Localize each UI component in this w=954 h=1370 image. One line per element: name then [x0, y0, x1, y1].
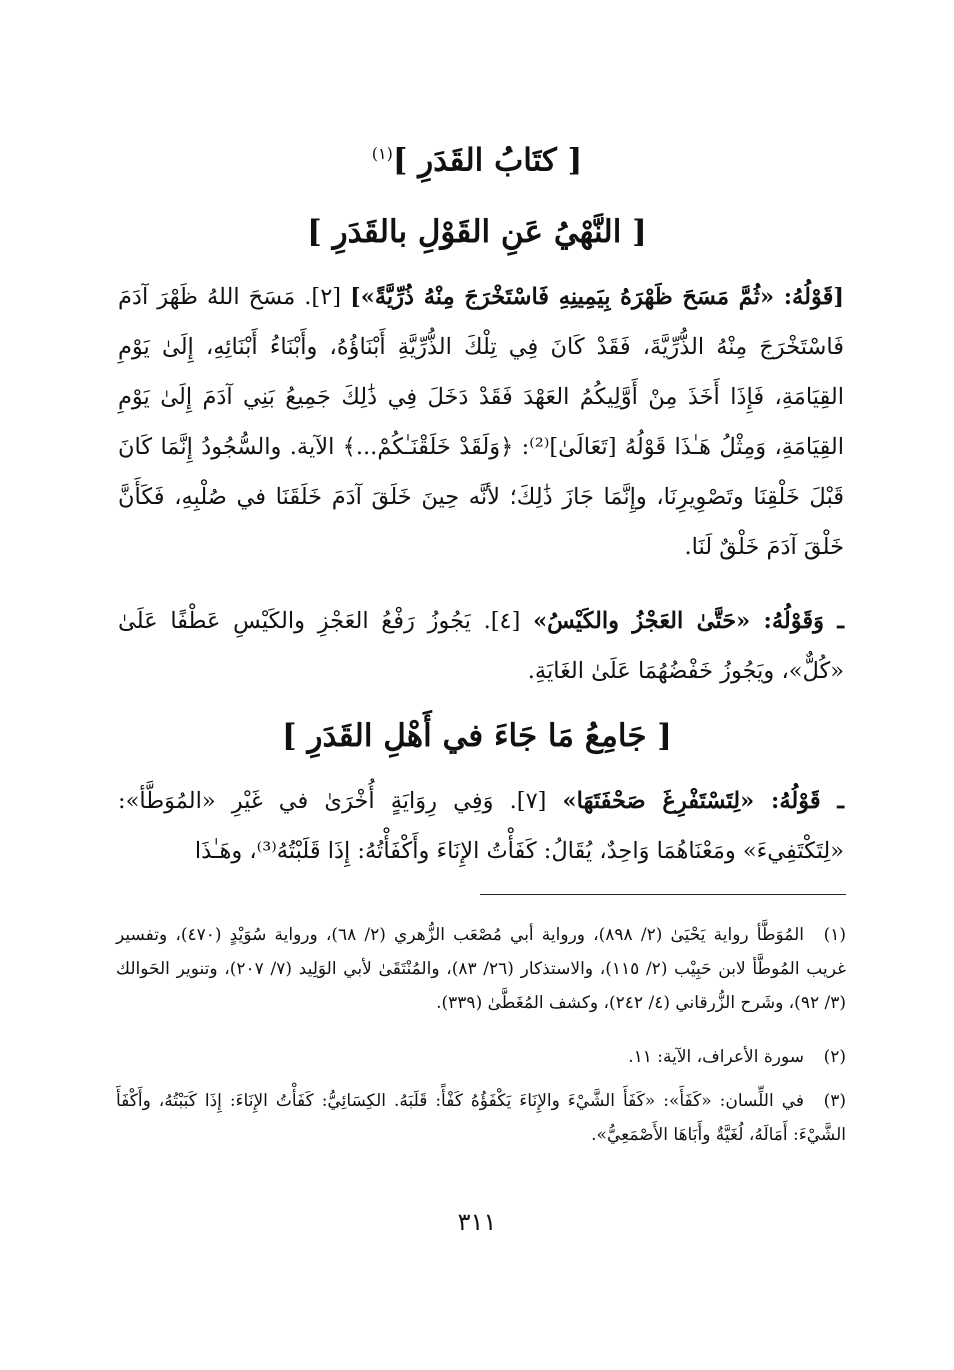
section-title-qadar-people: [ جَامِعُ مَا جَاءَ في أَهْلِ القَدَرِ ] [282, 718, 672, 754]
footnote-number: (٢) [823, 1047, 846, 1067]
paragraph-3 [118, 776, 844, 876]
paragraph-1 [118, 272, 844, 572]
footnote-text: المُوَطَّأ رواية يَحْيَىٰ (٢/ ٨٩٨)، ورواية أبي مُصْعَب الزُّهري (٢/ ٦٨)، ورواية سُوَيْدٍ (٤٧٠)، وتفسير غريب المُوطَّأ لابن حَبِيْب (٢/ ١١٥)، والاستذكار (٢٦/ ٨٣)، والمُنْتَقَىٰ لأبي الوَلِيد (٧/ ٢٠٧)، وتنوير الحَوالك (٣/ ٩٢)، وشَرح الزُّرقاني (٤/ ٢٤٢)، وكشف المُغَطَّىٰ (٣٣٩). [116, 925, 846, 1013]
footnote-text: سورة الأعراف، الآية: ١١. [628, 1047, 804, 1067]
section-title-prohibition: [ النَّهْيُ عَنِ القَوْلِ بالقَدَرِ ] [307, 214, 647, 250]
footnote-3 [116, 1084, 846, 1152]
paragraph-2 [118, 596, 844, 696]
quoted-phrase: ـ قَوْلُهُ: «لِتَسْتَفْرِغَ صَحْفَتَهَا» [562, 788, 844, 814]
footnote-text: في اللِّسان: «كَفَأَ»: «كَفَأَ الشَّيْءَ والإِنَاءَ يَكْفَؤُهُ كَفْأً: قَلَبَهُ. الكِسَائِيُّ: كَفَأْتُ الإِنَاءَ: إِذَا كَبَبْتُهُ، وأَكْفَأَ الشَّيْءَ: أَمَالَهُ، لُغَيَّةٌ وأَبَاهَا الأَصْمَعِيُّ». [116, 1091, 846, 1145]
footnote-marker: (١) [371, 144, 393, 163]
paragraph-text: [٤]. يَجُوزُ رَفْعُ العَجْزِ والكَيْسِ عَطْفًا عَلَىٰ «كُلٌّ»، ويَجُوزُ خَفْضُهُمَا عَلَىٰ الغَايَةِ. [118, 608, 844, 684]
paragraph-text: [٢]. مَسَحَ اللهُ ظَهْرَ آدَمَ فَاسْتَخْرَجَ مِنْهُ الذُّرِّيَّةَ، فَقَدْ كَانَ فِي تِلْكَ الذُّرِّيَّةِ أَبْنَاؤُهُ، وأَبْنَاءُ أَبْنَائِهِ، إِلَىٰ يَوْمِ القِيَامَةِ، فَإِذَا أَخَذَ مِنْ أَوَّلِيكُمُ العَهْدَ فَقَدْ دَخَلَ فِي ذَٰلِكَ جَمِيعُ بَنِي آدَمَ إِلَىٰ يَوْمِ القِيَامَةِ، وَمِثْلُ هَـٰذَا قَوْلُهُ [تَعَالَىٰ]⁽²⁾: ﴿وَلَقَدْ خَلَقْنَـٰكُمْ...﴾ الآية. والسُّجُودُ إِنَّمَا كَانَ قَبْلَ خَلْقِنَا وتَصْوِيرِنَا، وإِنَّمَا جَازَ ذَٰلِكَ؛ لأنَّه حِينَ خَلَقَ آدَمَ خَلَقَنَا في صُلْبِهِ، فَكَأَنَّ خَلْقَ آدَمَ خَلْقٌ لَنَا. [118, 284, 844, 560]
footnote-number: (١) [823, 925, 846, 945]
quoted-phrase: [قَوْلُهُ: «ثُمَّ مَسَحَ ظَهْرَهُ بِيَمِينِهِ فَاسْتَخْرَجَ مِنْهُ ذُرِّيَّةً»] [350, 284, 844, 310]
footnote-number: (٣) [823, 1091, 846, 1111]
book-title-text: [ كتَابُ القَدَرِ ] [392, 142, 583, 179]
footnote-1 [116, 918, 846, 1020]
page-number: ٣١١ [457, 1208, 497, 1236]
paragraph-text: [٧]. وَفِي رِوَايَةٍ أُخْرَىٰ في غَيْرِ «المُوَطَّأ»: «لِتَكْتَفِيءَ» ومَعْنَاهُمَا وَاحِدٌ، يُقَالُ: كَفَأْتُ الإِنَاءَ وأَكْفَأْتُهُ: إِذَا قَلَبْتُهُ⁽³⁾، وهَـٰذَا [118, 788, 844, 864]
book-title [0, 134, 954, 180]
footnote-2 [116, 1040, 846, 1074]
quoted-phrase: ـ وَقَوْلُهُ: «حَتَّىٰ العَجْزُ والكَيْسُ» [533, 608, 844, 634]
footnote-divider [480, 894, 846, 895]
